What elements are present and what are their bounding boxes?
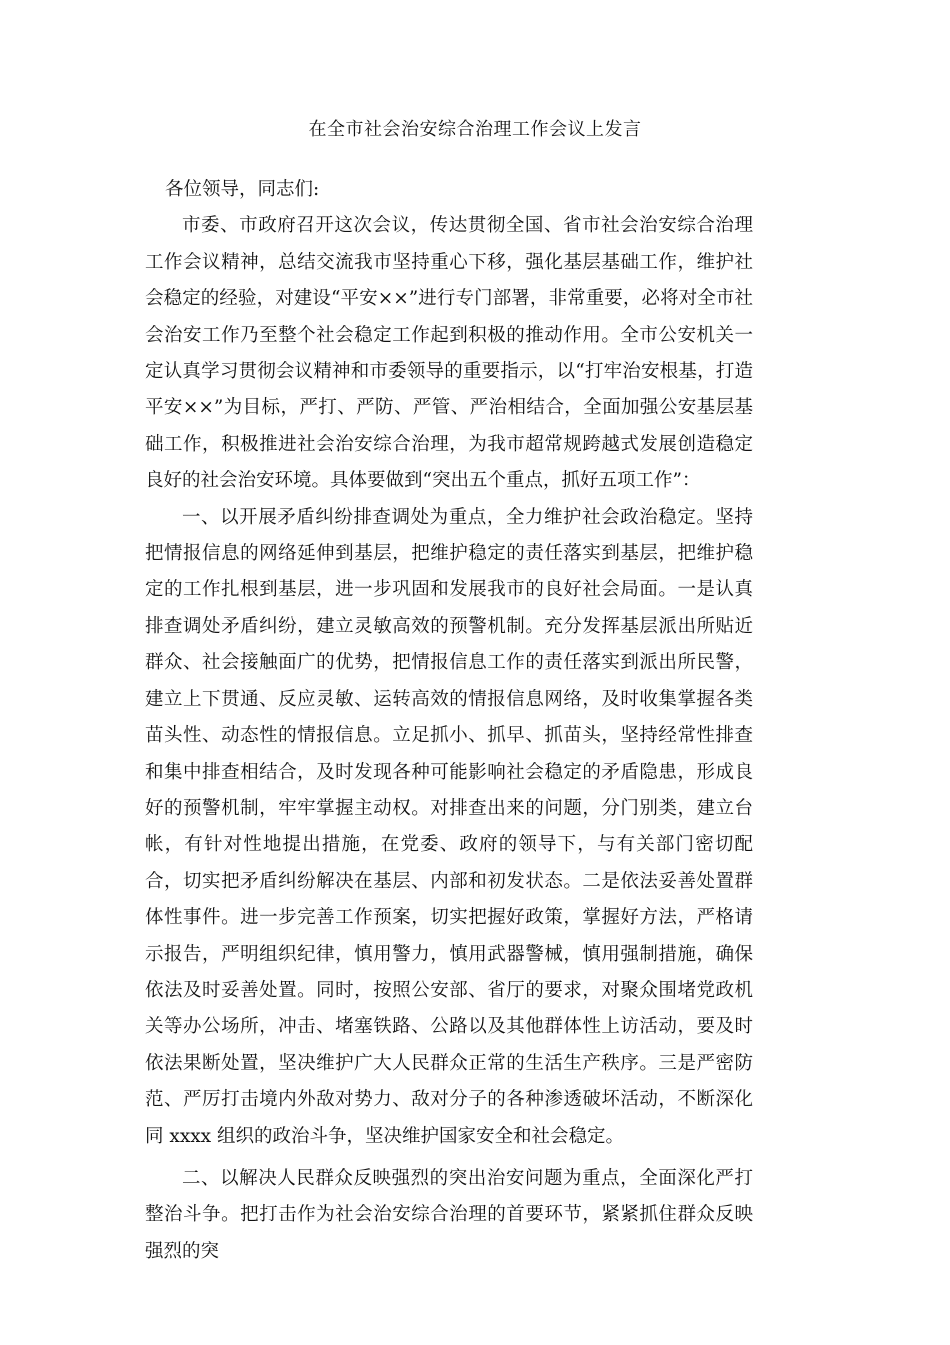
paragraph-section-two: 二、以解决人民群众反映强烈的突出治安问题为重点，全面深化严打整治斗争。把打击作为社会治安综合治理的首要环节，紧紧抓住群众反映强烈的突 (145, 1167, 753, 1262)
paragraph-intro: 市委、市政府召开这次会议，传达贯彻全国、省市社会治安综合治理工作会议精神，总结交流我市坚持重心下移，强化基层基础工作，维护社会稳定的经验，对建设“平安××”进行专门部署，非常重要，必将对全市社会治安工作乃至整个社会稳定工作起到积极的推动作用。全市公安机关一定认真学习贯彻会议精神和市委领导的重要指示，以“打牢治安根基，打造平安××”为目标，严打、严防、严管、严治相结合，全面加强公安基层基础工作，积极推进社会治安综合治理，为我市超常规跨越式发展创造稳定良好的社会治安环境。具体要做到“突出五个重点，抓好五项工作”： (145, 215, 753, 492)
paragraph-section-one: 一、以开展矛盾纠纷排查调处为重点，全力维护社会政治稳定。坚持把情报信息的网络延伸到基层，把维护稳定的责任落实到基层，把维护稳定的工作扎根到基层，进一步巩固和发展我市的良好社会局面。一是认真排查调处矛盾纠纷，建立灵敏高效的预警机制。充分发挥基层派出所贴近群众、社会接触面广的优势，把情报信息工作的责任落实到派出所民警，建立上下贯通、反应灵敏、运转高效的情报信息网络，及时收集掌握各类苗头性、动态性的情报信息。立足抓小、抓早、抓苗头，坚持经常性排查和集中排查相结合，及时发现各种可能影响社会稳定的矛盾隐患，形成良好的预警机制，牢牢掌握主动权。对排查出来的问题，分门别类，建立台帐，有针对性地提出措施，在党委、政府的领导下，与有关部门密切配合，切实把矛盾纠纷解决在基层、内部和初发状态。二是依法妥善处置群体性事件。进一步完善工作预案，切实把握好政策，掌握好方法，严格请示报告，严明组织纪律，慎用警力，慎用武器警械，慎用强制措施，确保依法及时妥善处置。同时，按照公安部、省厅的要求，对聚众围堵党政机关等办公场所，冲击、堵塞铁路、公路以及其他群体性上访活动，要及时依法果断处置，坚决维护广大人民群众正常的生活生产秩序。三是严密防范、严厉打击境内外敌对势力、敌对分子的各种渗透破坏活动，不断深化同 xxxx 组织的政治斗争，坚决维护国家安全和社会稳定。 (145, 506, 753, 1147)
document-title: 在全市社会治安综合治理工作会议上发言 (308, 119, 642, 140)
document-body (145, 172, 753, 1270)
salutation: 各位领导，同志们: (165, 179, 320, 200)
